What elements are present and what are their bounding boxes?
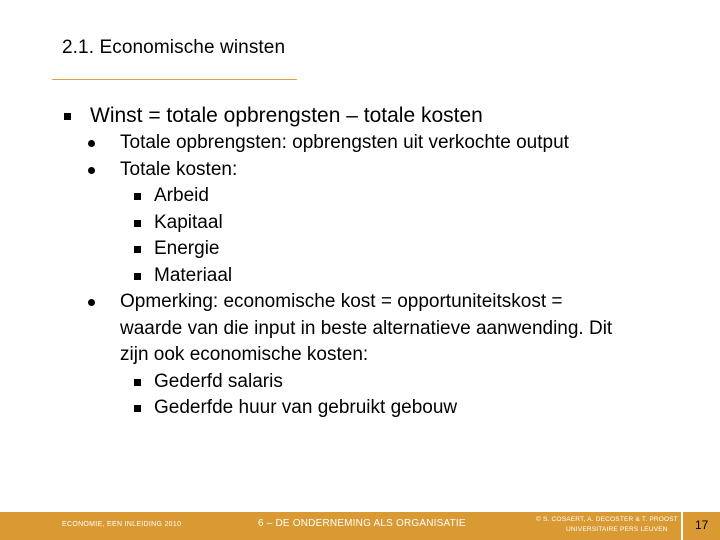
bullet-item xyxy=(62,236,702,263)
bullet-item xyxy=(62,102,702,130)
bullet-item xyxy=(62,395,702,422)
footer-divider xyxy=(681,512,683,540)
slide-title: 2.1. Economische winsten xyxy=(62,37,286,58)
round-bullet-icon xyxy=(88,167,95,174)
square-bullet-icon xyxy=(134,379,141,386)
round-bullet-icon xyxy=(88,299,95,306)
round-bullet-icon xyxy=(88,140,95,147)
square-bullet-icon xyxy=(134,193,141,200)
bullet-item xyxy=(62,289,702,316)
bullet-item xyxy=(62,210,702,237)
bullet-item xyxy=(62,130,702,157)
footer-chapter-title: 6 – DE ONDERNEMING ALS ORGANISATIE xyxy=(258,518,466,529)
bullet-text: Gederfde huur van gebruikt gebouw xyxy=(154,397,458,418)
bullet-text: Kapitaal xyxy=(154,211,223,233)
bullet-text: Winst = totale opbrengsten – totale kosten xyxy=(90,104,483,127)
bullet-text: waarde van die input in beste alternatieve aanwending. Dit xyxy=(120,317,613,339)
bullet-text: Opmerking: economische kost = opportuniteitskost = xyxy=(120,291,563,312)
footer-copyright-authors: © S. COSAERT, A. DECOSTER & T. PROOST xyxy=(536,516,678,523)
title-divider xyxy=(52,79,297,80)
square-bullet-icon xyxy=(134,273,141,280)
bullet-text: zijn ook economische kosten: xyxy=(120,344,369,365)
square-bullet-icon xyxy=(134,246,141,253)
bullet-item xyxy=(62,183,702,210)
bullet-continuation xyxy=(62,316,702,343)
footer-copyright xyxy=(536,515,686,535)
bullet-text: Totale opbrengsten: opbrengsten uit verkochte output xyxy=(120,132,569,153)
bullet-text: Totale kosten: xyxy=(120,158,238,180)
bullet-text: Energie xyxy=(154,238,220,259)
square-bullet-icon xyxy=(134,405,141,412)
bullet-item xyxy=(62,157,702,184)
footer-bar xyxy=(0,512,720,540)
bullet-item xyxy=(62,369,702,396)
bullet-text: Materiaal xyxy=(154,264,233,286)
square-bullet-icon xyxy=(134,220,141,227)
bullet-text: Arbeid xyxy=(154,185,209,206)
bullet-item xyxy=(62,263,702,290)
bullet-continuation xyxy=(62,342,702,369)
page-number: 17 xyxy=(695,518,709,532)
square-bullet-icon xyxy=(64,113,71,120)
bullet-text: Gederfd salaris xyxy=(154,370,283,392)
footer-copyright-publisher: UNIVERSITAIRE PERS LEUVEN xyxy=(566,526,668,533)
bullet-list xyxy=(62,102,702,422)
footer-book-title: ECONOMIE, EEN INLEIDING 2010 xyxy=(62,521,182,528)
